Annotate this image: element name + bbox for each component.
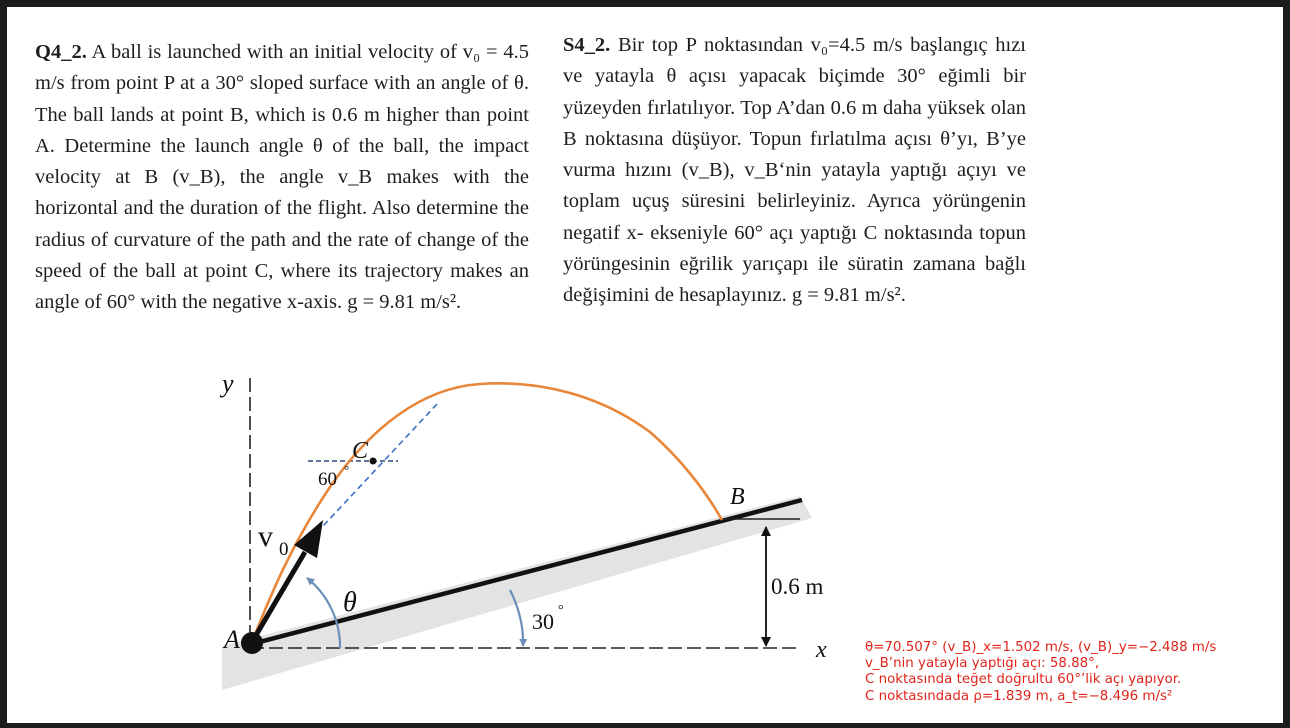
sixty-deg-symbol: ° (344, 462, 350, 477)
v0-subscript: 0 (279, 539, 289, 560)
question-text-tr-line: hızı ve yatayla θ açısı yapacak biçimde 30° eğimli (563, 34, 1026, 88)
question-text-en-line: path and the rate of change of the speed of the ball at (35, 228, 530, 283)
question-text-en-line: flight. Also determine the radius of curvature of the (35, 197, 529, 251)
projectile-figure (7, 7, 1283, 723)
question-text-tr-line: bağlı değişimini de hesaplayınız. g = 9.81 m/s². (563, 253, 1027, 307)
sixty-deg-label: 60 (318, 469, 337, 490)
slope-line (248, 500, 802, 645)
question-text-en-line: makes with the horizontal and the duration of the (35, 166, 529, 220)
question-text-en-line: A ball is launched with an initial velocity of (91, 41, 457, 63)
point-a (241, 632, 263, 654)
slope-surface (222, 496, 812, 690)
theta-label: θ (343, 587, 357, 618)
question-text-tr-line: v_B‘nin yatayla yaptığı açıyı ve toplam uçuş (563, 159, 1026, 213)
question-text-tr-line: fırlatılma açısı θ’yı, B’ye vurma hızını (v_B), (563, 127, 1026, 182)
question-number-en: Q4_2. (35, 41, 87, 63)
document-page (7, 7, 1283, 723)
point-a-label: A (224, 625, 240, 654)
height-label: 0.6 m (771, 574, 824, 599)
question-text-tr-line: yüksek olan B noktasına düşüyor. Topun (563, 96, 1027, 150)
y-axis-label: y (222, 369, 234, 398)
answer-line: θ=70.507° (v_B)_x=1.502 m/s, (v_B)_y=−2.488 m/s (865, 640, 1217, 655)
question-text-en-line: m higher than point A. Determine the launch angle θ (35, 103, 529, 157)
answer-line: C noktasındada ρ=1.839 m, a_t=−8.496 m/s² (865, 688, 1173, 704)
question-text-tr-line: Bir top P noktasından v₀=4.5 m/s başlangıç (617, 34, 988, 56)
point-c-label: C (352, 438, 369, 464)
answer-block (865, 640, 1270, 705)
question-text-tr-line: süresini belirleyiniz. Ayrıca yörüngenin negatif x- (563, 190, 1026, 244)
question-text-en-line: an angle of θ. The ball lands at point B, which is 0.6 (35, 72, 530, 126)
point-c (370, 458, 377, 465)
question-text-en-line: of the ball, the impact velocity at B (v_B), the angle v_B (35, 134, 529, 189)
question-text-en-line: point C, where its trajectory makes an angle of 60° (35, 260, 529, 314)
answer-line: v_B’nin yatayla yaptığı açı: 58.88°, (865, 656, 1100, 672)
question-text-en-line: v₀ = 4.5 m/s from point P at a 30° sloped surface with (35, 41, 529, 95)
point-b-label: B (730, 484, 745, 510)
question-text-tr-line: bir yüzeyden fırlatılıyor. Top A’dan 0.6 m daha (563, 65, 1027, 119)
question-text-tr-line: ekseniyle 60° açı yaptığı C noktasında topun (650, 221, 1026, 244)
thirty-deg-symbol: ° (558, 603, 564, 618)
v0-label: v (258, 520, 273, 553)
answer-line: C noktasında teğet doğrultu 60°’lik açı yapıyor. (865, 672, 1182, 688)
question-text-en-line: with the negative x-axis. g = 9.81 m/s². (140, 291, 462, 314)
question-number-tr: S4_2. (563, 34, 611, 56)
question-text-tr-line: yörüngesinin eğrilik yarıçapı ile süratin zamana (563, 253, 976, 276)
x-axis-label: x (816, 637, 827, 663)
thirty-deg-label: 30 (532, 609, 554, 634)
